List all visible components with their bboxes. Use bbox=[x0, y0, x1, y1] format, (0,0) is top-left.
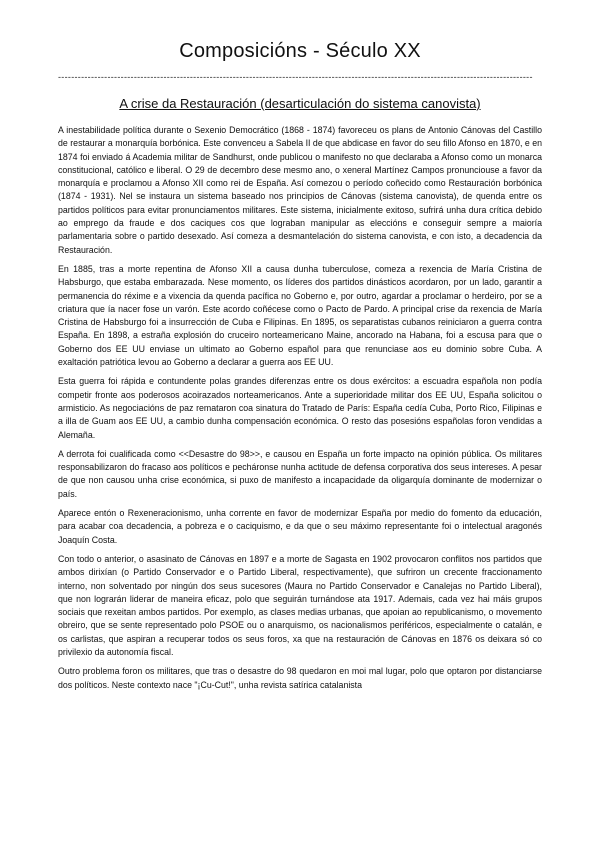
section-title: A crise da Restauración (desarticulación do sistema canovista) bbox=[119, 96, 481, 111]
paragraph: Outro problema foron os militares, que tras o desastre do 98 quedaron en moi mal lugar, polo que optaron por distanciarse dos políticos. Neste contexto nace "¡Cu-Cut!", unha revista satírica catalanista bbox=[58, 666, 542, 690]
paragraph: Aparece entón o Rexeneracionismo, unha corrente en favor de modernizar España por medio do fomento da educación, para acabar coa decadencia, a pobreza e o caciquismo, e da que o seu máximo representante foi o intelectual aragonés Joaquín Costa. bbox=[58, 508, 542, 545]
paragraph: A inestabilidade política durante o Sexenio Democrático (1868 - 1874) favoreceu os plans de Antonio Cánovas del Castillo de restaurar a monarquía borbónica. Este convenceu a Sabela II de que abdicase en favor do seu fillo Afonso en 1870, e en 1874 foi enviado á Academia militar de Sandhurst, onde publicou o manifesto no que declaraba a Afonso como un monarca constitucional, católico e liberal. O 29 de decembro dese mesmo ano, o xeneral Martínez Campos pronunciouse a favor da monarquía e proclamou a Afonso XII como rei de España. Así comezou o período coñecido como Restauración borbónica (1874 - 1931). Nel se instaura un sistema baseado nos principios de Cánovas (sistema canovista), de quenda entre os partidos políticos para evitar pronunciamentos militares. Este sistema, inicialmente exitoso, sufrirá unha dura crítica debido ao emprego da fraude e dos caciques cos que lograban manipular as eleccións e conseguir sempre a maioría parlamentaria sobre o partido desexado. Así comeza a desmantelación do sistema canovista, e con isto, a decadencia da Restauración. bbox=[58, 125, 542, 255]
paragraph: Con todo o anterior, o asasinato de Cánovas en 1897 e a morte de Sagasta en 1902 provocaron conflitos nos partidos que ambos dirixían (o Partido Conservador e o Partido Liberal, respectivamente), que sufriron un crecente fraccionamento interno, non solventado por ningún dos seus sucesores (Maura no Partido Conservador e Canalejas no Partido Liberal), que non lograrán liderar de maneira eficaz, polo que seguirán turnándose ata 1917. Ademais, cada vez hai máis grupos sociais que rexeitan ambos partidos. Por exemplo, as clases medias urbanas, que apoian ao republicanismo, o movemento obreiro, que se sente representado polo PSOE ou o anarquismo, os nacionalismos periféricos, especialmente o catalán, e os carlistas, que aspiran a recuperar todos os seus foros, xa que na restauración de Cánovas en 1876 os deixara só co privilexio da autonomía fiscal. bbox=[58, 553, 542, 657]
dashed-separator: ------------------------------------------------------------------------------------------------------------------------------------------------ bbox=[58, 72, 533, 82]
paragraph: Esta guerra foi rápida e contundente polas grandes diferenzas entre os dous exércitos: a escuadra española non podía competir fronte aos poderosos acoirazados norteamericanos. Ante a superioridade militar dos EE UU, España solicitou o armisticio. As negociacións de paz remataron coa sinatura do Tratado de París: España cedía Cuba, Porto Rico, Filipinas e a illa de Guam aos EE UU, a cambio dunha compensación económica. O resto das posesións españolas foron vendidas a Alemaña. bbox=[58, 376, 542, 440]
document-body bbox=[58, 124, 542, 698]
paragraph: A derrota foi cualificada como <<Desastre do 98>>, e causou en España un forte impacto na opinión pública. Os militares responsabilizaron do fracaso aos políticos e pecháronse nunha actitude de defensa corporativa dos seus intereses. A pesar de que non causou unha crise económica, si puxo de manifesto a incapacidade da oligarquía dominante de modernizar o país. bbox=[58, 448, 542, 499]
document-title: Composicións - Século XX bbox=[179, 40, 421, 62]
paragraph: En 1885, tras a morte repentina de Afonso XII a causa dunha tuberculose, comeza a rexencia de María Cristina de Habsburgo, que estaba embarazada. Nese momento, os líderes dos partidos dinásticos acordaron, por un lado, garantir a permanencia do réxime e a vixencia da quenda pacífica no Goberno e, por outro, agardar a proclamar o herdeiro, por se a criatura que ía nacer fose un varón. Este acordo coñécese como o Pacto de Pardo. A principal crise da rexencia de María Cristina de Habsburgo foi a insurrección de Cuba e Filipinas. En 1895, os separatistas cubanos reiniciaron a guerra contra España. En 1898, a estraña explosión do cruceiro norteamericano Maine, ancorado na Habana, foi a escusa para que o Goberno dos EE UU enviase un ultimato ao Goberno español para que renunciase aos eu dominio sobre Cuba. A exaltación patriótica levou ao Goberno a declarar a guerra aos EE UU. bbox=[58, 263, 542, 368]
